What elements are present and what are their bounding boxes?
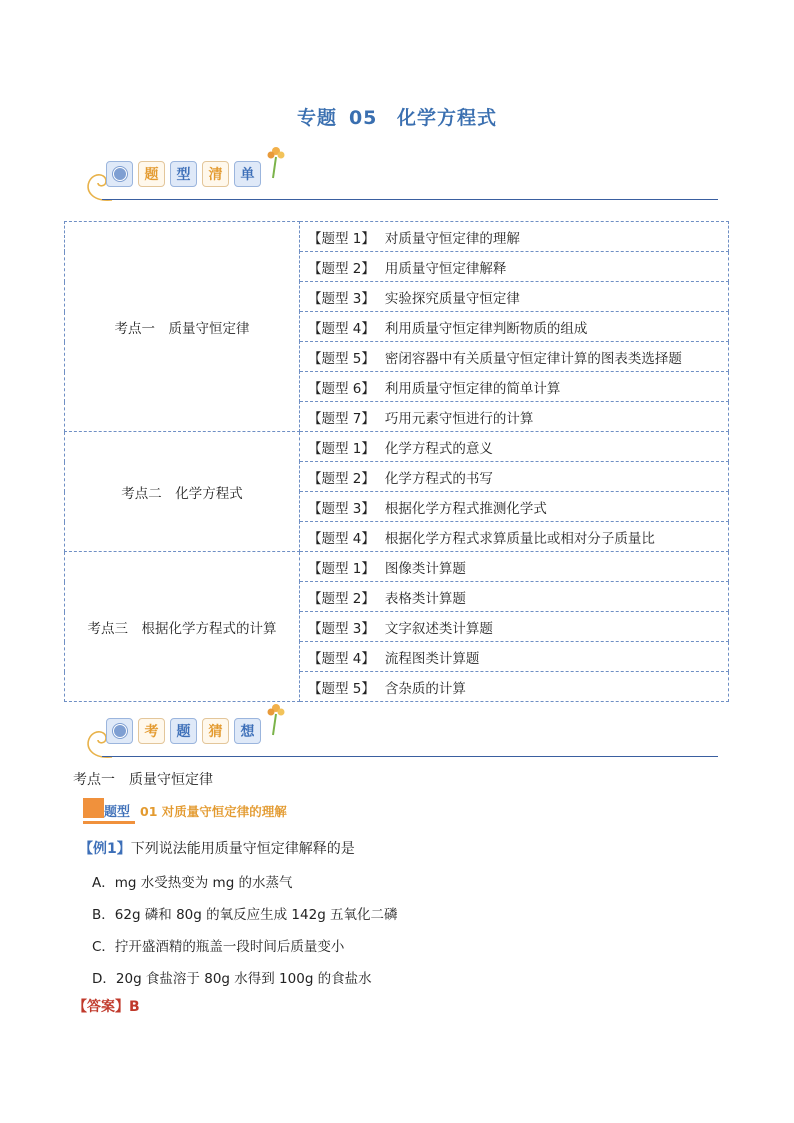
title-name: 化学方程式 (397, 107, 498, 129)
tixing-text: 用质量守恒定律解释 (384, 260, 507, 277)
tixing-heading (83, 796, 323, 828)
option-d: D．20g 食盐溶于 80g 水得到 100g 的食盐水 (92, 971, 372, 987)
tixing-cell (300, 492, 729, 522)
banner-char: 题 (138, 161, 165, 187)
tixing-cell (300, 612, 729, 642)
answer-label: 【答案】 (73, 999, 129, 1015)
tixing-cell (300, 462, 729, 492)
tixing-title: 01 对质量守恒定律的理解 (140, 804, 287, 819)
banner-char: 猜 (202, 718, 229, 744)
flower-icon (264, 702, 288, 736)
tixing-text: 利用质量守恒定律判断物质的组成 (384, 320, 588, 337)
banner-char: 单 (234, 161, 261, 187)
tixing-tag: 【题型 3】 (308, 620, 375, 637)
tixing-cell (300, 282, 729, 312)
answer (73, 996, 140, 1016)
tixing-cell (300, 252, 729, 282)
tixing-text: 利用质量守恒定律的简单计算 (384, 380, 561, 397)
tixing-tag: 【题型 2】 (308, 260, 375, 277)
option-b: B．62g 磷和 80g 的氧反应生成 142g 五氧化二磷 (92, 907, 398, 923)
tixing-text: 化学方程式的意义 (384, 440, 493, 457)
tixing-cell (300, 582, 729, 612)
tixing-cell (300, 342, 729, 372)
tixing-tag: 【题型 5】 (308, 350, 375, 367)
kaodian-cell: 考点一 质量守恒定律 (65, 222, 300, 432)
tixing-text: 根据化学方程式推测化学式 (384, 500, 547, 517)
table-row (65, 552, 729, 582)
option-a: A．mg 水受热变为 mg 的水蒸气 (92, 875, 293, 891)
flower-icon (264, 145, 288, 179)
tixing-cell (300, 432, 729, 462)
banner-bullet-icon (106, 718, 133, 744)
topic-list-table (64, 221, 729, 702)
tixing-text: 根据化学方程式求算质量比或相对分子质量比 (384, 530, 655, 547)
tixing-underline (83, 821, 135, 824)
banner-bullet-icon (106, 161, 133, 187)
tixing-text: 含杂质的计算 (384, 680, 466, 697)
banner-char: 考 (138, 718, 165, 744)
tixing-tag: 【题型 3】 (308, 290, 375, 307)
tixing-text: 文字叙述类计算题 (384, 620, 493, 637)
tixing-tag: 【题型 4】 (308, 650, 375, 667)
example-question (79, 838, 355, 858)
table-row (65, 432, 729, 462)
kaodian-heading: 考点一 质量守恒定律 (73, 772, 213, 788)
tixing-cell (300, 522, 729, 552)
tixing-cell (300, 672, 729, 702)
tixing-text: 对质量守恒定律的理解 (384, 230, 520, 247)
tixing-cell (300, 642, 729, 672)
banner-char: 清 (202, 161, 229, 187)
page-title (0, 103, 794, 130)
banner-char: 题 (170, 718, 197, 744)
tixing-cell (300, 372, 729, 402)
answer-value: B (129, 999, 140, 1015)
tixing-cell (300, 222, 729, 252)
tixing-label: 题型 (104, 805, 131, 820)
tixing-tag: 【题型 2】 (308, 470, 375, 487)
table-row (65, 222, 729, 252)
tixing-tag: 【题型 2】 (308, 590, 375, 607)
tixing-text: 流程图类计算题 (384, 650, 480, 667)
banner-char: 型 (170, 161, 197, 187)
banner-char: 想 (234, 718, 261, 744)
tixing-cell (300, 402, 729, 432)
tixing-marker-icon (83, 798, 104, 818)
example-label: 【例1】 (79, 841, 131, 857)
option-c: C．拧开盛酒精的瓶盖一段时间后质量变小 (92, 939, 345, 955)
tixing-text: 表格类计算题 (384, 590, 466, 607)
tixing-text: 密闭容器中有关质量守恒定律计算的图表类选择题 (384, 350, 682, 367)
tixing-tag: 【题型 6】 (308, 380, 375, 397)
tixing-tag: 【题型 4】 (308, 530, 375, 547)
banner-divider (102, 199, 718, 200)
tixing-tag: 【题型 1】 (308, 560, 375, 577)
tixing-tag: 【题型 4】 (308, 320, 375, 337)
tixing-text: 化学方程式的书写 (384, 470, 493, 487)
section-banner-tixing-qingdan (78, 150, 718, 210)
title-number: 05 (348, 107, 378, 129)
tixing-tag: 【题型 5】 (308, 680, 375, 697)
title-prefix: 专题 (296, 107, 337, 129)
tixing-tag: 【题型 3】 (308, 500, 375, 517)
tixing-text: 图像类计算题 (384, 560, 466, 577)
tixing-cell (300, 312, 729, 342)
tixing-cell (300, 552, 729, 582)
tixing-tag: 【题型 1】 (308, 440, 375, 457)
section-banner-kaoti-caixiang (78, 707, 718, 767)
kaodian-cell: 考点二 化学方程式 (65, 432, 300, 552)
banner-divider (102, 756, 718, 757)
question-text: 下列说法能用质量守恒定律解释的是 (130, 841, 355, 857)
tixing-text: 实验探究质量守恒定律 (384, 290, 520, 307)
tixing-tag: 【题型 7】 (308, 410, 375, 427)
kaodian-cell: 考点三 根据化学方程式的计算 (65, 552, 300, 702)
tixing-tag: 【题型 1】 (308, 230, 375, 247)
tixing-text: 巧用元素守恒进行的计算 (384, 410, 534, 427)
